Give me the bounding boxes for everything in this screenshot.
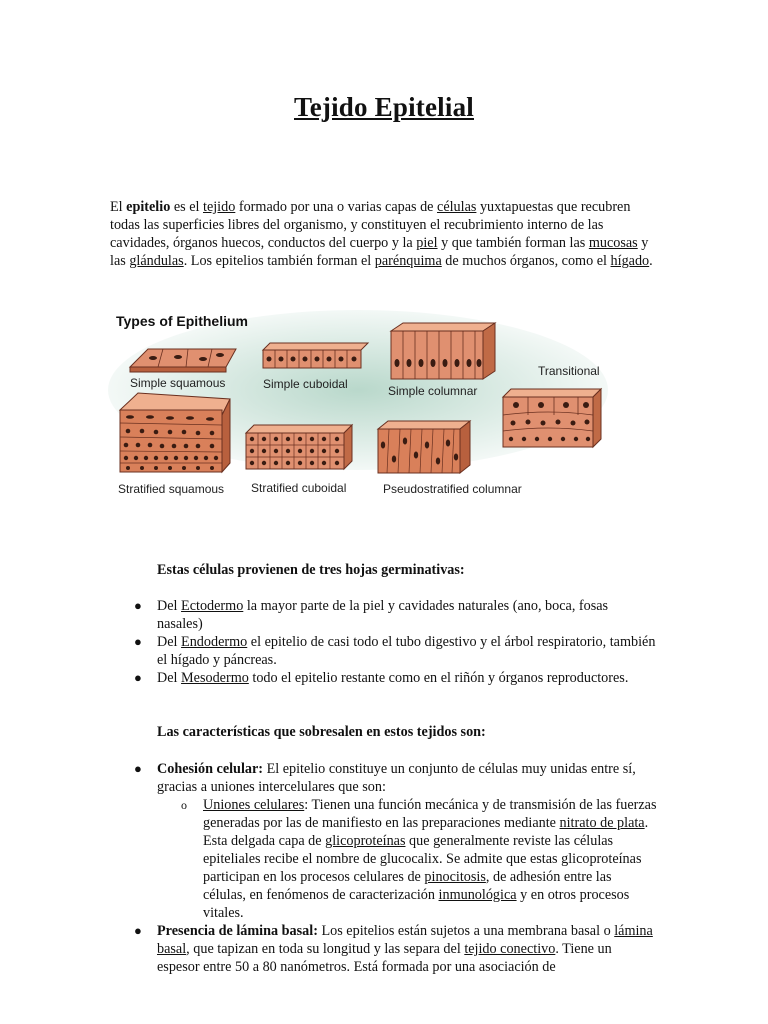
link-glandulas[interactable]: glándulas — [129, 253, 184, 269]
text: Del — [157, 598, 182, 614]
pseudostratified-columnar-diagram — [378, 421, 470, 473]
link-parenquima[interactable]: parénquima — [374, 253, 442, 269]
characteristics-heading: Las características que sobresalen en estos tejidos son: — [157, 724, 486, 740]
text: de muchos órganos, como el — [441, 253, 611, 269]
text: . Los epitelios también forman el — [183, 253, 375, 269]
link-inmunologica[interactable]: inmunológica — [438, 887, 517, 903]
bullet-icon: ● — [134, 634, 142, 649]
link-tejido-conectivo[interactable]: tejido conectivo — [464, 941, 556, 957]
simple-squamous-diagram — [130, 349, 236, 372]
bullet-icon: ● — [134, 670, 142, 685]
label-pseudostratified-columnar: Pseudostratified columnar — [383, 482, 522, 496]
simple-columnar-diagram — [391, 323, 495, 379]
text: el epitelio de casi todo el tubo digestivo y el árbol respiratorio, también el hígado y páncreas. — [157, 634, 656, 668]
text: y que también forman las — [437, 235, 589, 251]
link-piel[interactable]: piel — [416, 235, 438, 251]
text: : Tienen una función mecánica y de transmisión de las fuerzas generadas por las de manifiesto en las preparaciones mediante — [203, 797, 657, 831]
bullet-icon: ● — [134, 598, 142, 613]
link-nitrato-de-plata[interactable]: nitrato de plata — [559, 815, 645, 831]
link-glicoproteinas[interactable]: glicoproteínas — [325, 833, 406, 849]
text: y en otros procesos vitales. — [203, 887, 630, 921]
label-stratified-cuboidal: Stratified cuboidal — [251, 481, 347, 495]
list-item — [134, 669, 657, 687]
link-ectodermo[interactable]: Ectodermo — [181, 598, 244, 614]
page-title: Tejido Epitelial — [294, 92, 474, 122]
link-mucosas[interactable]: mucosas — [588, 235, 638, 251]
link-endodermo[interactable]: Endodermo — [181, 634, 248, 650]
bullet-icon: ● — [134, 923, 142, 938]
intro-paragraph — [110, 198, 655, 270]
bullet-icon: ● — [134, 761, 142, 776]
simple-cuboidal-diagram — [263, 343, 368, 368]
text: que generalmente reviste las células epiteliales recibe el nombre de glucocalix. Se admite que estas glicoproteínas participan en los procesos celulares de — [203, 833, 642, 885]
text: El — [110, 199, 127, 215]
link-celulas[interactable]: células — [437, 199, 477, 215]
text: formado por una o varias capas de — [235, 199, 438, 215]
characteristics-list — [134, 760, 657, 976]
text: Del — [157, 670, 182, 686]
text: es el — [170, 199, 203, 215]
link-lamina-basal[interactable]: lámina basal — [157, 923, 653, 957]
list-item — [134, 633, 657, 669]
text: El epitelio constituye un conjunto de células muy unidas entre sí, gracias a uniones intercelulares que son: — [157, 761, 636, 795]
figure-title: Types of Epithelium — [116, 313, 248, 329]
text: , de adhesión entre las células, en fenómenos de caracterización — [203, 869, 612, 903]
germ-layers-heading: Estas células provienen de tres hojas germinativas: — [157, 562, 465, 578]
label-stratified-squamous: Stratified squamous — [118, 482, 225, 496]
label-simple-columnar: Simple columnar — [388, 384, 478, 398]
list-item-cohesion — [134, 760, 657, 922]
label-transitional: Transitional — [538, 364, 600, 378]
text: yuxtapuestas que recubren todas las superficies libres del organismo, y constituyen el recubrimiento interno de las cavidades, órganos huecos, conductos del cuerpo y la — [110, 199, 631, 251]
text: Del — [157, 634, 182, 650]
stratified-cuboidal-diagram — [246, 425, 352, 469]
bold-term: Presencia de lámina basal: — [157, 923, 318, 939]
link-mesodermo[interactable]: Mesodermo — [181, 670, 249, 686]
transitional-diagram — [503, 389, 601, 447]
link-uniones-celulares[interactable]: Uniones celulares — [203, 797, 305, 813]
germ-layers-list — [134, 597, 657, 687]
stratified-squamous-diagram — [120, 393, 230, 472]
bold-term: epitelio — [126, 199, 171, 215]
link-tejido[interactable]: tejido — [203, 199, 236, 215]
link-pinocitosis[interactable]: pinocitosis — [424, 869, 486, 885]
circle-bullet-icon: o — [181, 798, 187, 812]
bold-term: Cohesión celular: — [157, 761, 264, 777]
list-item-lamina — [134, 922, 657, 976]
label-simple-squamous: Simple squamous — [130, 376, 226, 390]
text: , que tapizan en toda su longitud y las separa del — [186, 941, 465, 957]
text: la mayor parte de la piel y cavidades naturales (ano, boca, fosas nasales) — [157, 598, 609, 632]
text: . Esta delgada capa de — [203, 815, 649, 849]
link-higado[interactable]: hígado — [610, 253, 650, 269]
label-simple-cuboidal: Simple cuboidal — [263, 377, 348, 391]
text: . — [649, 253, 653, 269]
text: todo el epitelio restante como en el riñón y órganos reproductores. — [248, 670, 629, 686]
text: Los epitelios están sujetos a una membrana basal o — [317, 923, 615, 939]
list-item — [134, 597, 657, 633]
text: . Tiene un espesor entre 50 a 80 nanómetros. Está formada por una asociación de — [157, 941, 612, 975]
epithelium-types-figure — [108, 305, 610, 505]
text: y las — [110, 235, 649, 269]
sub-list-item — [181, 796, 657, 922]
